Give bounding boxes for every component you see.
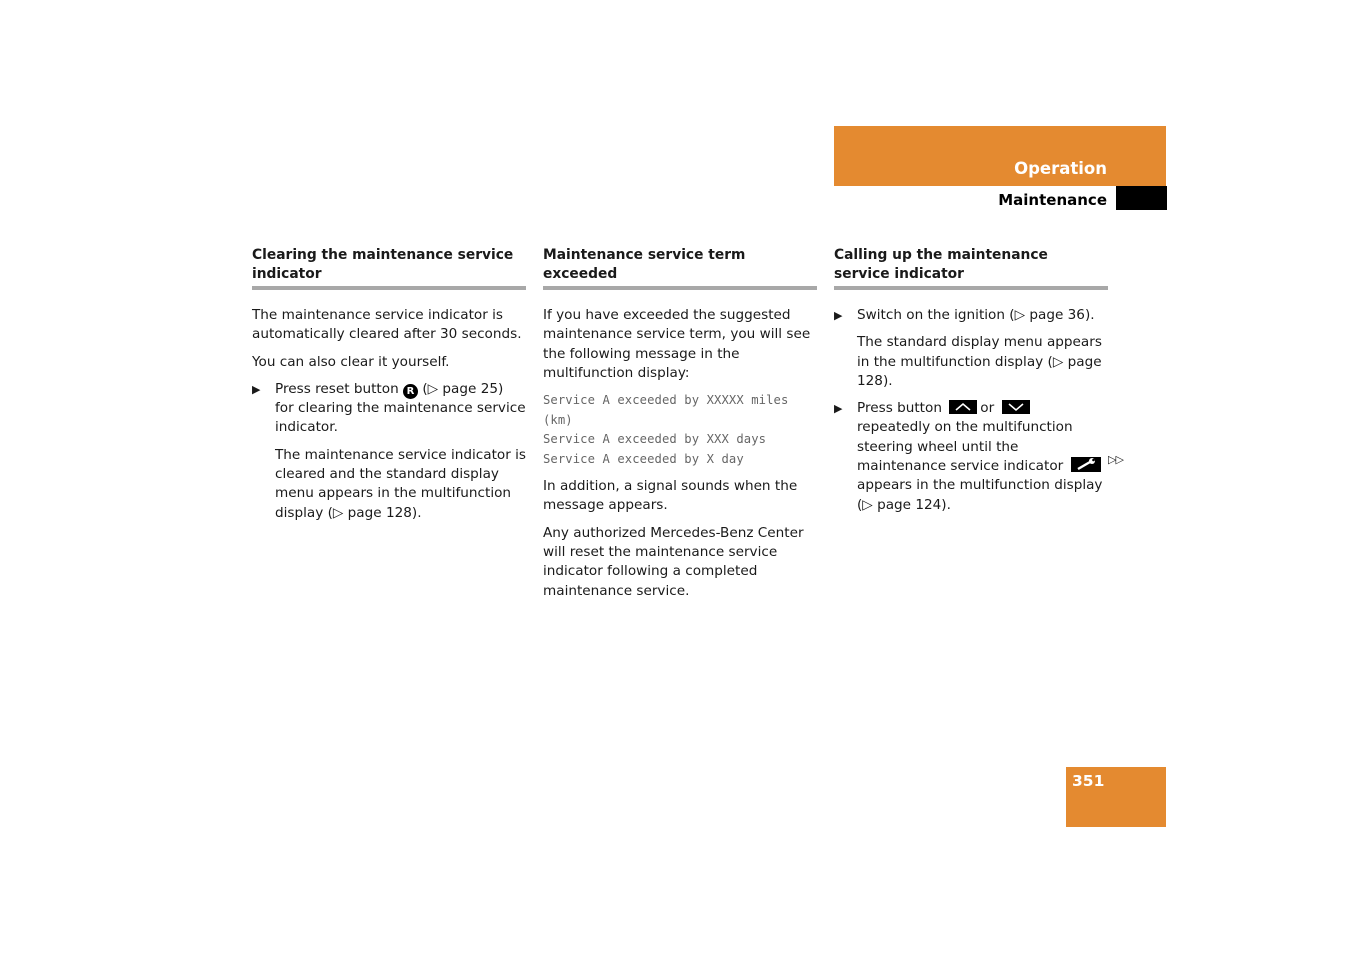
step-text: repeatedly on the multifunction steering wheel until the maintenance service indicator (857, 419, 1073, 475)
continued-arrow-icon: ▷▷ (1108, 453, 1123, 466)
paragraph: If you have exceeded the suggested maintenance service term, you will see the following message in the multifunction display: (543, 307, 811, 381)
bullet-arrow-icon: ▶ (834, 402, 843, 416)
bullet-arrow-icon: ▶ (834, 309, 843, 322)
subsection-title: Maintenance (998, 191, 1107, 209)
heading-clearing: Clearing the maintenance service indicator (252, 246, 526, 290)
wrench-icon (1071, 457, 1101, 472)
column-calling-up (834, 246, 1108, 523)
step-result: The maintenance service indicator is cleared and the standard display menu appears in the multifunction display (▷ page 128). (275, 446, 527, 521)
header-band (834, 126, 1166, 186)
instruction-step (834, 399, 1108, 515)
up-button-icon (949, 400, 977, 414)
heading-calling-up: Calling up the maintenance service indicator (834, 246, 1108, 290)
step-text: appears in the multifunction display (▷ page 124). (857, 477, 1103, 513)
display-message: Service A exceeded by X day (543, 451, 744, 466)
step-text: (▷ page 25) for clearing the maintenance service indicator. (275, 380, 526, 436)
paragraph: The maintenance service indicator is automatically cleared after 30 seconds. (252, 307, 522, 343)
step-text: or (980, 400, 995, 417)
step-text: Switch on the ignition (▷ page 36). (857, 307, 1095, 323)
step-result: The standard display menu appears in the multifunction display (▷ page 128). (857, 334, 1102, 389)
reset-button-icon: R (403, 384, 418, 399)
bullet-arrow-icon: ▶ (252, 382, 261, 396)
instruction-step (252, 380, 526, 438)
column-clearing (252, 246, 526, 531)
section-title: Operation (1014, 159, 1107, 178)
heading-exceeded: Maintenance service term exceeded (543, 246, 817, 290)
paragraph: In addition, a signal sounds when the message appears. (543, 478, 798, 514)
paragraph: Any authorized Mercedes-Benz Center will reset the maintenance service indicator following a completed maintenance service. (543, 524, 804, 599)
page-number: 351 (1072, 772, 1105, 790)
column-exceeded (543, 246, 817, 609)
header-marker (1116, 186, 1167, 210)
paragraph: You can also clear it yourself. (252, 353, 450, 370)
display-message: Service A exceeded by XXXXX miles (km) (543, 393, 789, 427)
down-button-icon (1002, 400, 1030, 414)
step-text: Press reset button (275, 380, 399, 397)
display-messages (543, 391, 817, 469)
instruction-step (834, 306, 1108, 325)
display-message: Service A exceeded by XXX days (543, 432, 767, 447)
step-text: Press button (857, 400, 942, 417)
